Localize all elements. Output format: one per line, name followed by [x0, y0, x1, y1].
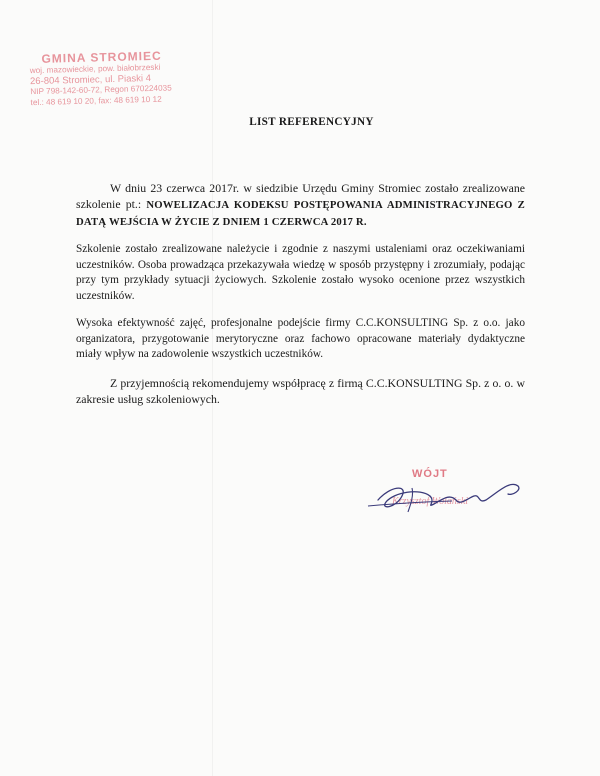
- document-body: [76, 180, 525, 419]
- document-title: LIST REFERENCYJNY: [249, 116, 374, 128]
- paragraph-effectiveness: Wysoka efektywność zajęć, profesjonalne podejście firmy C.C.KONSULTING Sp. z o.o. jako organizatora, przygotowanie merytoryczne oraz fachowo opracowane materiały dydaktyczne miały wpływ na zadowolenie wszystkich uczestników.: [76, 317, 525, 360]
- stamp-phone-fax: tel.: 48 619 10 20, fax: 48 619 10 12: [30, 94, 162, 107]
- paragraph-intro: [76, 180, 525, 230]
- intro-text: W dniu 23 czerwca 2017r. w siedzibie Urzędu Gminy Stromiec zostało zrealizowane szkolenie pt.:: [76, 181, 525, 211]
- stamp-title: GMINA STROMIEC: [41, 48, 162, 66]
- stamp-region: woj. mazowieckie, pow. białobrzeski: [29, 62, 161, 76]
- paragraph-quality: Szkolenie zostało zrealizowane należycie i zgodnie z naszymi ustaleniami oraz oczekiwaniami uczestników. Osoba prowadząca przekazywała wiedzę w sposób przystępny i zrozumiały, podając przy tym przykłady sytuacji życiowych. Szkolenie zostało wysoko ocenione przez wszystkich uczestników.: [76, 243, 525, 302]
- paragraph-recommendation: Z przyjemnością rekomendujemy współpracę z firmą C.C.KONSULTING Sp. z o. o. w zakresie usług szkoleniowych.: [76, 375, 525, 406]
- signature-role: WÓJT: [412, 468, 448, 480]
- signature-block: [360, 466, 530, 526]
- handwritten-signature: [360, 466, 530, 526]
- municipality-stamp: [29, 48, 195, 108]
- signature-name-stamp: Krzysztof Wolański: [392, 496, 469, 507]
- stamp-address: 26-804 Stromiec, ul. Piaski 4: [29, 72, 152, 87]
- stamp-nip-regon: NIP 798-142-60-72, Regon 670224035: [30, 83, 172, 97]
- training-title: NOWELIZACJA KODEKSU POSTĘPOWANIA ADMINISTRACYJNEGO Z DATĄ WEJŚCIA W ŻYCIE Z DNIEM 1 CZERWCA 2017 R.: [76, 199, 525, 228]
